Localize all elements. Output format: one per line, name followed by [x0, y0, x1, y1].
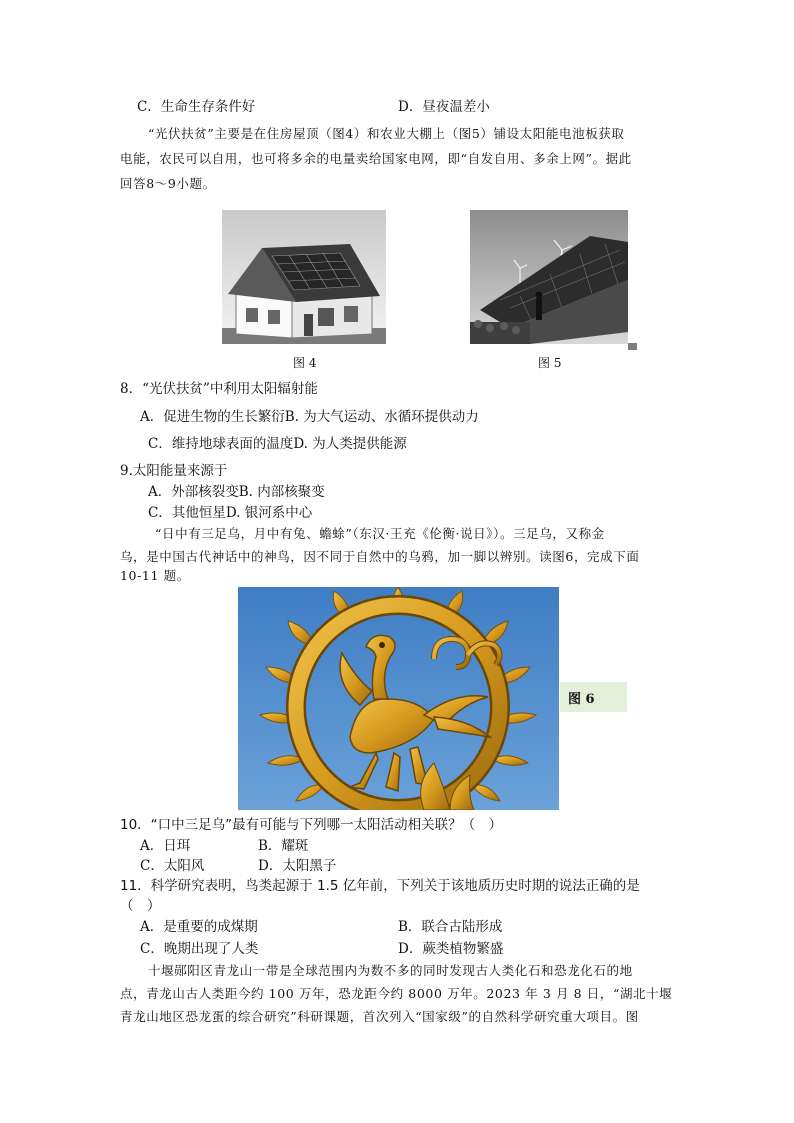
figure-6-sun-bird-photo	[238, 587, 559, 810]
solar-house-illustration	[222, 210, 386, 344]
figure-4-house-photo	[222, 210, 386, 344]
q7-option-c: C．生命生存条件好	[137, 99, 256, 115]
q7-option-d: D．昼夜温差小	[398, 99, 490, 115]
figure-5-caption: 图 5	[538, 356, 562, 370]
q8-stem: 8．“光伏扶贫”中利用太阳辐射能	[120, 381, 318, 397]
q11-option-a: A．是重要的成煤期	[140, 919, 258, 935]
golden-sun-bird-emblem	[238, 587, 559, 810]
q11-option-c: C．晚期出现了人类	[140, 941, 259, 957]
figure-4-caption: 图 4	[293, 356, 317, 370]
q11-stem: 11．科学研究表明，鸟类起源于 1.5 亿年前，下列关于该地质历史时期的说法正确的是	[120, 878, 640, 894]
figure-6-caption: 图 6	[568, 692, 595, 707]
q10-stem: 10．“口中三足乌”最有可能与下列哪一太阳活动相关联？（ ）	[120, 817, 503, 833]
passage-crow-line-1: “日中有三足乌，月中有兔、蟾蜍”（东汉·王充《伦衡·说日》）。三足乌，又称金	[155, 526, 605, 541]
passage-crow-line-2: 乌，是中国古代神话中的神鸟，因不同于自然中的乌鸦，加一脚以辨别。读图6，完成下面	[120, 549, 640, 564]
passage-qinglong-line-2: 点，青龙山古人类距今约 100 万年，恐龙距今约 8000 万年。2023 年 3 月 8 日，“湖北十堰	[120, 986, 673, 1001]
figure-5-greenhouse-photo	[470, 210, 628, 344]
passage-qinglong-line-1: 十堰郧阳区青龙山一带是全球范围内为数不多的同时发现古人类化石和恐龙化石的地	[148, 963, 633, 978]
passage-pv-line-3: 回答8～9小题。	[120, 176, 216, 191]
passage-pv-line-1: “光伏扶贫”主要是在住房屋顶（图4）和农业大棚上（图5）铺设太阳能电池板获取	[148, 126, 625, 141]
q11-option-d: D．蕨类植物繁盛	[398, 941, 504, 957]
q10-option-c: C．太阳风	[140, 858, 205, 874]
passage-qinglong-line-3: 青龙山地区恐龙蛋的综合研究”科研课题，首次列入“国家级”的自然科学研究重大项目。图	[120, 1009, 639, 1024]
q10-option-d: D．太阳黑子	[258, 858, 337, 874]
q8-options-c-d: C．维持地球表面的温度D. 为人类提供能源	[148, 436, 407, 452]
passage-pv-line-2: 电能，农民可以自用，也可将多余的电量卖给国家电网，即“自发自用、多余上网”。据此	[120, 151, 632, 166]
q8-options-a-b: A．促进生物的生长繁衍B. 为大气运动、水循环提供动力	[140, 409, 479, 425]
q9-options-a-b: A．外部核裂变B. 内部核聚变	[148, 484, 325, 500]
q11-answer-paren: （ ）	[120, 898, 161, 914]
q10-option-b: B．耀斑	[258, 838, 309, 854]
q10-option-a: A．日珥	[140, 838, 191, 854]
q11-option-b: B．联合古陆形成	[398, 919, 503, 935]
q9-stem: 9.太阳能量来源于	[120, 463, 228, 479]
figure-5-resize-marker	[628, 343, 637, 350]
solar-greenhouse-illustration	[470, 210, 628, 344]
passage-crow-line-3: 10-11 题。	[120, 568, 190, 583]
q9-options-c-d: C．其他恒星D. 银河系中心	[148, 505, 313, 521]
figure-6-caption-box	[560, 682, 627, 712]
